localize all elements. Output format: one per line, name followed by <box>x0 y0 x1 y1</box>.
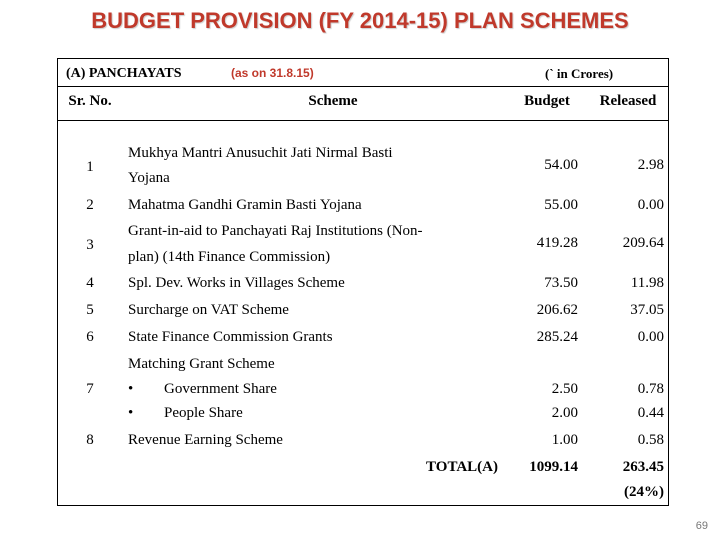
row-7-sub-1-label: Government Share <box>164 381 277 397</box>
row-3-budget: 419.28 <box>536 235 578 251</box>
header-released: Released <box>599 93 657 109</box>
row-4-scheme: Spl. Dev. Works in Villages Scheme <box>128 275 345 291</box>
row-2-budget: 55.00 <box>544 197 578 213</box>
row-8-budget: 1.00 <box>551 432 578 448</box>
row-7-sub-2 <box>128 401 500 426</box>
section-label: (A) PANCHAYATS <box>66 66 182 81</box>
row-1-budget: 54.00 <box>544 157 578 173</box>
row-2-scheme: Mahatma Gandhi Gramin Basti Yojana <box>128 197 362 213</box>
row-1-sr: 1 <box>86 159 94 175</box>
row-4-budget: 73.50 <box>544 275 578 291</box>
as-on-date: (as on 31.8.15) <box>231 66 314 80</box>
header-sr-no: Sr. No. <box>68 93 112 109</box>
row-1-scheme-line2: Yojana <box>128 170 170 186</box>
page-number: 69 <box>695 520 708 532</box>
row-7-sub-2-label: People Share <box>164 405 243 421</box>
row-8-scheme: Revenue Earning Scheme <box>128 432 283 448</box>
row-7-sub-1-budget: 2.50 <box>551 381 578 397</box>
row-1-released: 2.98 <box>637 157 664 173</box>
row-2-sr: 2 <box>86 197 94 213</box>
row-5-sr: 5 <box>86 302 94 318</box>
row-6-sr: 6 <box>86 329 94 345</box>
row-8-sr: 8 <box>86 432 94 448</box>
total-percent: (24%) <box>624 484 664 500</box>
total-label: TOTAL(A) <box>426 459 498 475</box>
total-budget: 1099.14 <box>529 459 578 475</box>
row-7-sub-1 <box>128 377 500 402</box>
row-4-released: 11.98 <box>630 275 664 291</box>
page-title: BUDGET PROVISION (FY 2014-15) PLAN SCHEMES <box>91 8 629 33</box>
row-6-budget: 285.24 <box>536 329 578 345</box>
row-7-sub-2-released: 0.44 <box>637 405 664 421</box>
row-6-released: 0.00 <box>637 329 664 345</box>
header-bottom-divider <box>57 120 669 121</box>
row-7-scheme: Matching Grant Scheme <box>128 356 275 372</box>
row-2-released: 0.00 <box>637 197 664 213</box>
row-3-scheme-line1: Grant-in-aid to Panchayati Raj Institutions (Non- <box>128 223 423 239</box>
row-7-sub-1-released: 0.78 <box>637 381 664 397</box>
bullet-icon: • <box>128 405 134 421</box>
row-3-sr: 3 <box>86 237 94 253</box>
header-divider <box>57 86 669 87</box>
row-5-scheme: Surcharge on VAT Scheme <box>128 302 289 318</box>
row-7-sr: 7 <box>86 381 94 397</box>
row-3-released: 209.64 <box>622 235 664 251</box>
bullet-icon: • <box>128 381 134 397</box>
unit-label: (` in Crores) <box>545 66 614 81</box>
row-6-scheme: State Finance Commission Grants <box>128 329 333 345</box>
header-budget: Budget <box>524 93 570 109</box>
row-1-scheme-line1: Mukhya Mantri Anusuchit Jati Nirmal Basti <box>128 145 393 161</box>
total-released: 263.45 <box>622 459 664 475</box>
row-3-scheme-line2: plan) (14th Finance Commission) <box>128 249 331 265</box>
row-5-budget: 206.62 <box>536 302 578 318</box>
row-8-released: 0.58 <box>637 432 664 448</box>
header-scheme: Scheme <box>308 93 358 109</box>
row-7-sub-2-budget: 2.00 <box>551 405 578 421</box>
row-4-sr: 4 <box>86 275 94 291</box>
row-5-released: 37.05 <box>630 302 664 318</box>
